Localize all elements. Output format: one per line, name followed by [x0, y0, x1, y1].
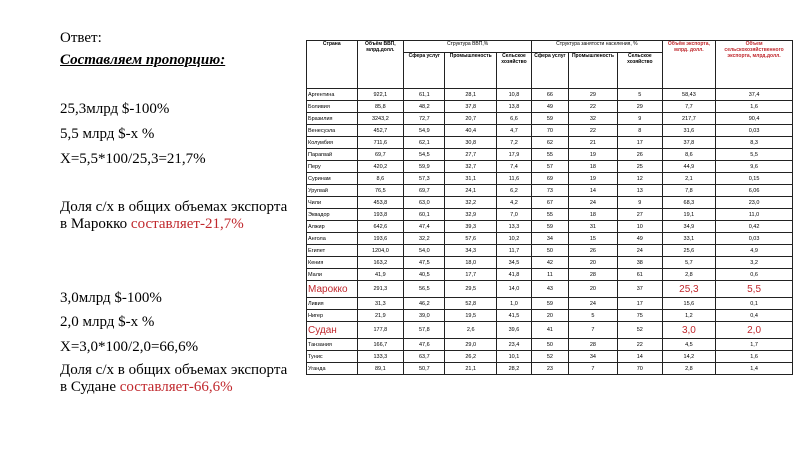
cell-gdp: 166,7 — [357, 339, 404, 351]
cell-export: 44,9 — [662, 161, 715, 173]
cell-gdp-services: 47,5 — [404, 257, 445, 269]
cell-emp-agriculture: 38 — [617, 257, 662, 269]
cell-gdp: 21,9 — [357, 310, 404, 322]
cell-emp-agriculture: 17 — [617, 298, 662, 310]
cell-emp-agriculture: 8 — [617, 125, 662, 137]
table-row — [307, 137, 793, 149]
morocco-conclusion-2 — [60, 216, 244, 233]
cell-gdp-services: 72,7 — [404, 113, 445, 125]
cell-gdp-agriculture: 10,1 — [496, 351, 531, 363]
cell-agri-export: 1,4 — [716, 363, 793, 375]
cell-export: 2,8 — [662, 363, 715, 375]
cell-gdp-services: 40,5 — [404, 269, 445, 281]
cell-agri-export: 0,03 — [716, 233, 793, 245]
cell-gdp-industry: 39,3 — [445, 221, 497, 233]
cell-country: Эквадор — [307, 209, 358, 221]
cell-country: Нигер — [307, 310, 358, 322]
cell-agri-export: 0,03 — [716, 125, 793, 137]
cell-export: 8,6 — [662, 149, 715, 161]
cell-gdp-agriculture: 13,3 — [496, 221, 531, 233]
cell-country: Ангола — [307, 233, 358, 245]
cell-gdp-services: 54,5 — [404, 149, 445, 161]
header-gdp-services: Сфера услуг — [404, 53, 445, 89]
cell-agri-export: 3,2 — [716, 257, 793, 269]
cell-gdp-agriculture: 10,2 — [496, 233, 531, 245]
morocco-line-1: 25,3млрд $-100% — [60, 101, 170, 117]
sudan-conclusion-1: Доля с/х в общих объемах экспорта — [60, 362, 288, 378]
header-gdp-agriculture: Сельское хозяйство — [496, 53, 531, 89]
table-row — [307, 363, 793, 375]
cell-gdp-services: 50,7 — [404, 363, 445, 375]
cell-agri-export: 8,3 — [716, 137, 793, 149]
cell-gdp-agriculture: 7,0 — [496, 209, 531, 221]
cell-emp-agriculture: 12 — [617, 173, 662, 185]
header-employment: Структура занятости населения, % — [531, 41, 662, 53]
cell-agri-export: 0,1 — [716, 298, 793, 310]
cell-country: Боливия — [307, 101, 358, 113]
country-data-table — [306, 40, 793, 375]
cell-gdp-industry: 29,0 — [445, 339, 497, 351]
cell-agri-export: 5,5 — [716, 281, 793, 298]
cell-gdp: 452,7 — [357, 125, 404, 137]
sudan-line-2: 2,0 млрд $-х % — [60, 314, 155, 330]
cell-gdp-agriculture: 6,6 — [496, 113, 531, 125]
cell-gdp-industry: 19,5 — [445, 310, 497, 322]
cell-gdp-industry: 20,7 — [445, 113, 497, 125]
cell-gdp-agriculture: 13,8 — [496, 101, 531, 113]
cell-export: 19,1 — [662, 209, 715, 221]
cell-emp-industry: 18 — [568, 161, 617, 173]
cell-export: 68,3 — [662, 197, 715, 209]
cell-emp-services: 55 — [531, 149, 568, 161]
cell-gdp-industry: 30,8 — [445, 137, 497, 149]
cell-emp-services: 55 — [531, 209, 568, 221]
cell-gdp-services: 59,9 — [404, 161, 445, 173]
cell-agri-export: 1,7 — [716, 339, 793, 351]
cell-emp-industry: 29 — [568, 89, 617, 101]
cell-emp-agriculture: 75 — [617, 310, 662, 322]
table-row — [307, 269, 793, 281]
cell-gdp: 41,9 — [357, 269, 404, 281]
table-row — [307, 322, 793, 339]
cell-country: Венесуэла — [307, 125, 358, 137]
cell-gdp: 69,7 — [357, 149, 404, 161]
cell-emp-industry: 28 — [568, 339, 617, 351]
table-row — [307, 351, 793, 363]
cell-gdp-services: 54,0 — [404, 245, 445, 257]
cell-gdp-agriculture: 28,2 — [496, 363, 531, 375]
table-row — [307, 197, 793, 209]
cell-country: Перу — [307, 161, 358, 173]
table-row — [307, 339, 793, 351]
cell-gdp-industry: 2,6 — [445, 322, 497, 339]
morocco-line-2: 5,5 млрд $-х % — [60, 126, 155, 142]
cell-emp-industry: 26 — [568, 245, 617, 257]
cell-gdp-agriculture: 7,2 — [496, 137, 531, 149]
cell-gdp-industry: 21,1 — [445, 363, 497, 375]
cell-country: Египет — [307, 245, 358, 257]
cell-emp-agriculture: 9 — [617, 197, 662, 209]
cell-emp-agriculture: 14 — [617, 351, 662, 363]
cell-emp-agriculture: 29 — [617, 101, 662, 113]
morocco-conclusion-text: в Марокко — [60, 216, 131, 232]
cell-gdp-industry: 37,8 — [445, 101, 497, 113]
cell-emp-industry: 19 — [568, 149, 617, 161]
cell-emp-services: 52 — [531, 351, 568, 363]
header-emp-industry: Промышленость — [568, 53, 617, 89]
cell-gdp-services: 61,1 — [404, 89, 445, 101]
sudan-result: составляет-66,6% — [119, 379, 233, 395]
cell-gdp-services: 56,5 — [404, 281, 445, 298]
cell-country: Алжир — [307, 221, 358, 233]
cell-emp-industry: 28 — [568, 269, 617, 281]
cell-agri-export: 2,0 — [716, 322, 793, 339]
heading: Составляем пропорцию: — [60, 52, 226, 68]
cell-country: Мали — [307, 269, 358, 281]
cell-agri-export: 0,6 — [716, 269, 793, 281]
cell-emp-services: 66 — [531, 89, 568, 101]
header-emp-services: Сфера услуг — [531, 53, 568, 89]
cell-gdp-agriculture: 23,4 — [496, 339, 531, 351]
cell-export: 2,1 — [662, 173, 715, 185]
cell-gdp-industry: 31,1 — [445, 173, 497, 185]
cell-emp-agriculture: 5 — [617, 89, 662, 101]
cell-export: 58,43 — [662, 89, 715, 101]
cell-gdp-services: 54,9 — [404, 125, 445, 137]
cell-emp-services: 73 — [531, 185, 568, 197]
cell-emp-industry: 31 — [568, 221, 617, 233]
cell-country: Аргентина — [307, 89, 358, 101]
cell-gdp-industry: 27,7 — [445, 149, 497, 161]
cell-agri-export: 1,6 — [716, 351, 793, 363]
cell-country: Парагвай — [307, 149, 358, 161]
cell-emp-industry: 22 — [568, 101, 617, 113]
cell-gdp-agriculture: 34,5 — [496, 257, 531, 269]
table-row — [307, 149, 793, 161]
cell-export: 33,1 — [662, 233, 715, 245]
cell-emp-industry: 14 — [568, 185, 617, 197]
table-row — [307, 161, 793, 173]
cell-emp-services: 34 — [531, 233, 568, 245]
table-row — [307, 281, 793, 298]
cell-gdp-industry: 32,2 — [445, 197, 497, 209]
cell-country: Ливия — [307, 298, 358, 310]
cell-emp-agriculture: 25 — [617, 161, 662, 173]
cell-gdp: 3243,2 — [357, 113, 404, 125]
cell-agri-export: 90,4 — [716, 113, 793, 125]
cell-emp-agriculture: 70 — [617, 363, 662, 375]
cell-emp-agriculture: 27 — [617, 209, 662, 221]
cell-export: 2,8 — [662, 269, 715, 281]
cell-emp-services: 50 — [531, 339, 568, 351]
cell-emp-services: 11 — [531, 269, 568, 281]
sudan-conclusion-text: в Судане — [60, 379, 120, 395]
cell-gdp: 133,3 — [357, 351, 404, 363]
table-row — [307, 185, 793, 197]
cell-emp-agriculture: 61 — [617, 269, 662, 281]
cell-agri-export: 9,6 — [716, 161, 793, 173]
cell-gdp-agriculture: 41,8 — [496, 269, 531, 281]
cell-gdp-industry: 40,4 — [445, 125, 497, 137]
cell-emp-industry: 7 — [568, 363, 617, 375]
cell-export: 217,7 — [662, 113, 715, 125]
cell-gdp: 291,3 — [357, 281, 404, 298]
cell-emp-services: 62 — [531, 137, 568, 149]
cell-export: 31,6 — [662, 125, 715, 137]
cell-country: Уругвай — [307, 185, 358, 197]
cell-emp-services: 50 — [531, 245, 568, 257]
table-row — [307, 209, 793, 221]
cell-gdp: 922,1 — [357, 89, 404, 101]
cell-gdp-services: 39,0 — [404, 310, 445, 322]
cell-emp-industry: 24 — [568, 197, 617, 209]
cell-gdp-industry: 17,7 — [445, 269, 497, 281]
header-gdp-structure: Структура ВВП,% — [404, 41, 532, 53]
cell-emp-industry: 15 — [568, 233, 617, 245]
cell-emp-industry: 22 — [568, 125, 617, 137]
cell-gdp-industry: 26,2 — [445, 351, 497, 363]
cell-emp-services: 59 — [531, 298, 568, 310]
cell-agri-export: 5,5 — [716, 149, 793, 161]
cell-gdp: 193,6 — [357, 233, 404, 245]
cell-country: Чили — [307, 197, 358, 209]
cell-gdp-services: 47,6 — [404, 339, 445, 351]
cell-gdp-services: 57,3 — [404, 173, 445, 185]
cell-export: 7,7 — [662, 101, 715, 113]
cell-emp-services: 20 — [531, 310, 568, 322]
table-row — [307, 221, 793, 233]
cell-emp-industry: 24 — [568, 298, 617, 310]
table-row — [307, 173, 793, 185]
morocco-conclusion-1: Доля с/х в общих объемах экспорта — [60, 199, 288, 215]
cell-emp-industry: 32 — [568, 113, 617, 125]
cell-emp-agriculture: 10 — [617, 221, 662, 233]
cell-emp-services: 23 — [531, 363, 568, 375]
cell-gdp-industry: 32,9 — [445, 209, 497, 221]
cell-emp-industry: 19 — [568, 173, 617, 185]
header-gdp-industry: Промышленость — [445, 53, 497, 89]
cell-country: Судан — [307, 322, 358, 339]
cell-gdp-industry: 29,5 — [445, 281, 497, 298]
cell-emp-services: 57 — [531, 161, 568, 173]
cell-agri-export: 4,9 — [716, 245, 793, 257]
table-row — [307, 89, 793, 101]
cell-emp-agriculture: 26 — [617, 149, 662, 161]
morocco-line-3: Х=5,5*100/25,3=21,7% — [60, 151, 206, 167]
cell-gdp-services: 60,1 — [404, 209, 445, 221]
cell-agri-export: 0,42 — [716, 221, 793, 233]
cell-country: Уганда — [307, 363, 358, 375]
cell-gdp: 8,6 — [357, 173, 404, 185]
cell-export: 4,5 — [662, 339, 715, 351]
sudan-conclusion-2 — [60, 379, 233, 396]
morocco-result: составляет-21,7% — [130, 216, 244, 232]
cell-agri-export: 37,4 — [716, 89, 793, 101]
cell-gdp: 76,5 — [357, 185, 404, 197]
cell-emp-services: 69 — [531, 173, 568, 185]
header-country: Страна — [307, 41, 358, 89]
cell-gdp-services: 32,2 — [404, 233, 445, 245]
answer-label: Ответ: — [60, 30, 102, 46]
cell-emp-services: 43 — [531, 281, 568, 298]
cell-gdp-services: 47,4 — [404, 221, 445, 233]
cell-gdp-agriculture: 14,0 — [496, 281, 531, 298]
cell-gdp: 642,6 — [357, 221, 404, 233]
cell-export: 7,8 — [662, 185, 715, 197]
cell-gdp-industry: 34,3 — [445, 245, 497, 257]
cell-country: Кения — [307, 257, 358, 269]
cell-gdp-agriculture: 39,6 — [496, 322, 531, 339]
cell-emp-agriculture: 17 — [617, 137, 662, 149]
sudan-line-1: 3,0млрд $-100% — [60, 290, 162, 306]
sudan-line-3: Х=3,0*100/2,0=66,6% — [60, 339, 199, 355]
cell-emp-industry: 18 — [568, 209, 617, 221]
cell-gdp: 163,2 — [357, 257, 404, 269]
cell-export: 25,3 — [662, 281, 715, 298]
table-row — [307, 257, 793, 269]
cell-emp-industry: 5 — [568, 310, 617, 322]
cell-gdp-services: 48,2 — [404, 101, 445, 113]
cell-gdp-services: 57,8 — [404, 322, 445, 339]
cell-country: Бразилия — [307, 113, 358, 125]
cell-emp-services: 49 — [531, 101, 568, 113]
cell-gdp-agriculture: 4,7 — [496, 125, 531, 137]
cell-emp-services: 59 — [531, 221, 568, 233]
cell-gdp-industry: 24,1 — [445, 185, 497, 197]
cell-agri-export: 0,15 — [716, 173, 793, 185]
cell-gdp-industry: 32,7 — [445, 161, 497, 173]
table-row — [307, 233, 793, 245]
cell-emp-agriculture: 9 — [617, 113, 662, 125]
cell-agri-export: 6,06 — [716, 185, 793, 197]
cell-export: 5,7 — [662, 257, 715, 269]
cell-emp-services: 59 — [531, 113, 568, 125]
cell-gdp-agriculture: 10,8 — [496, 89, 531, 101]
cell-export: 1,2 — [662, 310, 715, 322]
cell-emp-agriculture: 13 — [617, 185, 662, 197]
cell-agri-export: 0,4 — [716, 310, 793, 322]
cell-country: Суринам — [307, 173, 358, 185]
cell-emp-agriculture: 49 — [617, 233, 662, 245]
table-row — [307, 113, 793, 125]
cell-export: 3,0 — [662, 322, 715, 339]
table-row — [307, 101, 793, 113]
cell-country: Танзания — [307, 339, 358, 351]
cell-gdp: 31,3 — [357, 298, 404, 310]
header-emp-agriculture: Сельское хозяйство — [617, 53, 662, 89]
header-gdp: Объём ВВП, млрд.долл. — [357, 41, 404, 89]
cell-gdp-agriculture: 41,5 — [496, 310, 531, 322]
cell-gdp: 85,8 — [357, 101, 404, 113]
cell-gdp-industry: 18,0 — [445, 257, 497, 269]
cell-gdp-industry: 28,1 — [445, 89, 497, 101]
cell-gdp: 711,6 — [357, 137, 404, 149]
header-export: Объём экспорта, млрд. долл. — [662, 41, 715, 89]
cell-gdp-agriculture: 11,6 — [496, 173, 531, 185]
cell-emp-services: 70 — [531, 125, 568, 137]
cell-export: 34,9 — [662, 221, 715, 233]
cell-emp-industry: 34 — [568, 351, 617, 363]
cell-emp-industry: 20 — [568, 257, 617, 269]
cell-country: Тунис — [307, 351, 358, 363]
cell-gdp-agriculture: 4,2 — [496, 197, 531, 209]
cell-agri-export: 23,0 — [716, 197, 793, 209]
cell-gdp-agriculture: 11,7 — [496, 245, 531, 257]
cell-gdp-agriculture: 7,4 — [496, 161, 531, 173]
cell-gdp: 453,8 — [357, 197, 404, 209]
cell-gdp-services: 46,2 — [404, 298, 445, 310]
cell-gdp-services: 63,0 — [404, 197, 445, 209]
cell-emp-services: 67 — [531, 197, 568, 209]
cell-gdp-industry: 57,6 — [445, 233, 497, 245]
cell-gdp-agriculture: 6,2 — [496, 185, 531, 197]
cell-export: 14,2 — [662, 351, 715, 363]
cell-gdp-services: 62,1 — [404, 137, 445, 149]
cell-emp-services: 42 — [531, 257, 568, 269]
cell-agri-export: 1,6 — [716, 101, 793, 113]
cell-country: Колумбия — [307, 137, 358, 149]
cell-gdp: 1204,0 — [357, 245, 404, 257]
header-agri-export: Объем сельскохозяйственного экспорта, млрд.долл. — [716, 41, 793, 89]
cell-gdp: 420,2 — [357, 161, 404, 173]
cell-emp-agriculture: 37 — [617, 281, 662, 298]
cell-emp-agriculture: 52 — [617, 322, 662, 339]
cell-gdp-industry: 52,8 — [445, 298, 497, 310]
cell-emp-industry: 21 — [568, 137, 617, 149]
cell-export: 25,6 — [662, 245, 715, 257]
cell-agri-export: 11,0 — [716, 209, 793, 221]
table-row — [307, 125, 793, 137]
cell-emp-industry: 20 — [568, 281, 617, 298]
cell-emp-industry: 7 — [568, 322, 617, 339]
cell-emp-services: 41 — [531, 322, 568, 339]
cell-export: 37,8 — [662, 137, 715, 149]
cell-gdp: 193,8 — [357, 209, 404, 221]
cell-emp-agriculture: 24 — [617, 245, 662, 257]
cell-country: Марокко — [307, 281, 358, 298]
cell-gdp-services: 69,7 — [404, 185, 445, 197]
cell-gdp-agriculture: 1,0 — [496, 298, 531, 310]
cell-gdp: 177,8 — [357, 322, 404, 339]
cell-gdp-agriculture: 17,9 — [496, 149, 531, 161]
table-row — [307, 298, 793, 310]
table-row — [307, 245, 793, 257]
cell-gdp: 89,1 — [357, 363, 404, 375]
cell-emp-agriculture: 22 — [617, 339, 662, 351]
cell-export: 15,6 — [662, 298, 715, 310]
cell-gdp-services: 63,7 — [404, 351, 445, 363]
table-row — [307, 310, 793, 322]
